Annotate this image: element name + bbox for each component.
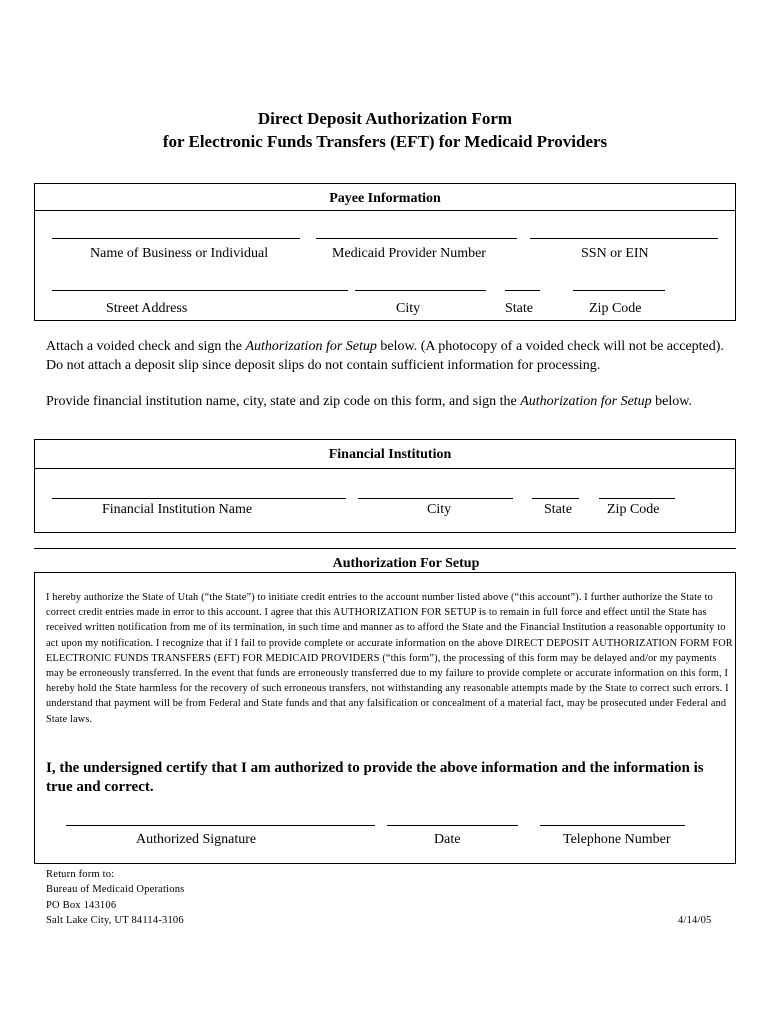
voided-check-instructions: Attach a voided check and sign the Authorization for Setup below. (A photocopy of a voided check will not be accepted). Do not attach a deposit slip since deposit slips do not contain sufficient information for processing. xyxy=(46,339,724,373)
business-name-label: Name of Business or Individual xyxy=(90,246,269,261)
return-po-box: PO Box 143106 xyxy=(46,899,117,911)
return-label: Return form to: xyxy=(46,869,115,880)
return-city-state-zip: Salt Lake City, UT 84114-3106 xyxy=(46,915,184,927)
provider-number-field[interactable] xyxy=(316,238,517,239)
payee-zip-label: Zip Code xyxy=(589,301,642,316)
divider xyxy=(34,548,736,549)
signature-field[interactable] xyxy=(66,825,375,826)
date-label: Date xyxy=(434,832,461,847)
return-organization: Bureau of Medicaid Operations xyxy=(46,884,185,896)
payee-city-label: City xyxy=(396,301,421,316)
payee-state-label: State xyxy=(505,301,533,316)
institution-zip-field[interactable] xyxy=(599,498,675,499)
payee-city-field[interactable] xyxy=(355,290,486,291)
provider-number-label: Medicaid Provider Number xyxy=(332,246,486,261)
form-subtitle: for Electronic Funds Transfers (EFT) for Medicaid Providers xyxy=(162,132,608,151)
institution-zip-label: Zip Code xyxy=(607,502,660,517)
form-title: Direct Deposit Authorization Form xyxy=(257,109,513,128)
telephone-field[interactable] xyxy=(540,825,685,826)
institution-city-label: City xyxy=(427,502,452,517)
institution-state-field[interactable] xyxy=(532,498,579,499)
telephone-label: Telephone Number xyxy=(563,832,671,847)
financial-institution-header: Financial Institution xyxy=(328,447,452,462)
financial-institution-instructions: Provide financial institution name, city, state and zip code on this form, and sign the Authorization for Setup below. xyxy=(46,394,692,409)
authorization-text: I hereby authorize the State of Utah (“the State”) to initiate credit entries to the account number listed above (“this account”). I further authorize the State to correct credit entries made in error to this account. I agree that this AUTHORIZATION FOR SETUP is to remain in full force and effect until the State has received written notification from me of its termination, in such time and manner as to afford the State and the Financial Institution a reasonable opportunity to act upon my notification. I recognize that if I fail to provide complete or accurate information on the above DIRECT DEPOSIT AUTHORIZATION FORM FOR ELECTRONIC FUNDS TRANSFERS (EFT) FOR MEDICAID PROVIDERS (“this form”), the processing of this form may be delayed and/or my payments may be erroneously transferred. In the event that funds are erroneously transferred due to my failure to provide complete or accurate information on this form, I hereby hold the State harmless for the recovery of such erroneous transfers, not withstanding any reasonable attempts made by the State to correct such errors. I understand that payment will be from Federal and State funds and that any falsification or concealment of a material fact, may be prosecuted under Federal and State laws. xyxy=(46,592,733,725)
street-address-label: Street Address xyxy=(106,301,188,316)
institution-name-label: Financial Institution Name xyxy=(102,502,253,517)
authorization-header: Authorization For Setup xyxy=(332,556,480,571)
signature-label: Authorized Signature xyxy=(136,832,257,847)
payee-info-header: Payee Information xyxy=(329,191,441,206)
certification-statement: I, the undersigned certify that I am authorized to provide the above information and the information is true and correct. xyxy=(46,760,704,795)
return-address xyxy=(46,867,184,929)
revision-date: 4/14/05 xyxy=(678,915,712,926)
street-address-field[interactable] xyxy=(52,290,348,291)
ssn-ein-field[interactable] xyxy=(530,238,718,239)
divider xyxy=(34,210,736,211)
institution-state-label: State xyxy=(544,502,572,517)
payee-zip-field[interactable] xyxy=(573,290,665,291)
institution-name-field[interactable] xyxy=(52,498,346,499)
divider xyxy=(34,468,736,469)
business-name-field[interactable] xyxy=(52,238,300,239)
institution-city-field[interactable] xyxy=(358,498,513,499)
date-field[interactable] xyxy=(387,825,518,826)
ssn-ein-label: SSN or EIN xyxy=(581,246,649,261)
payee-state-field[interactable] xyxy=(505,290,540,291)
